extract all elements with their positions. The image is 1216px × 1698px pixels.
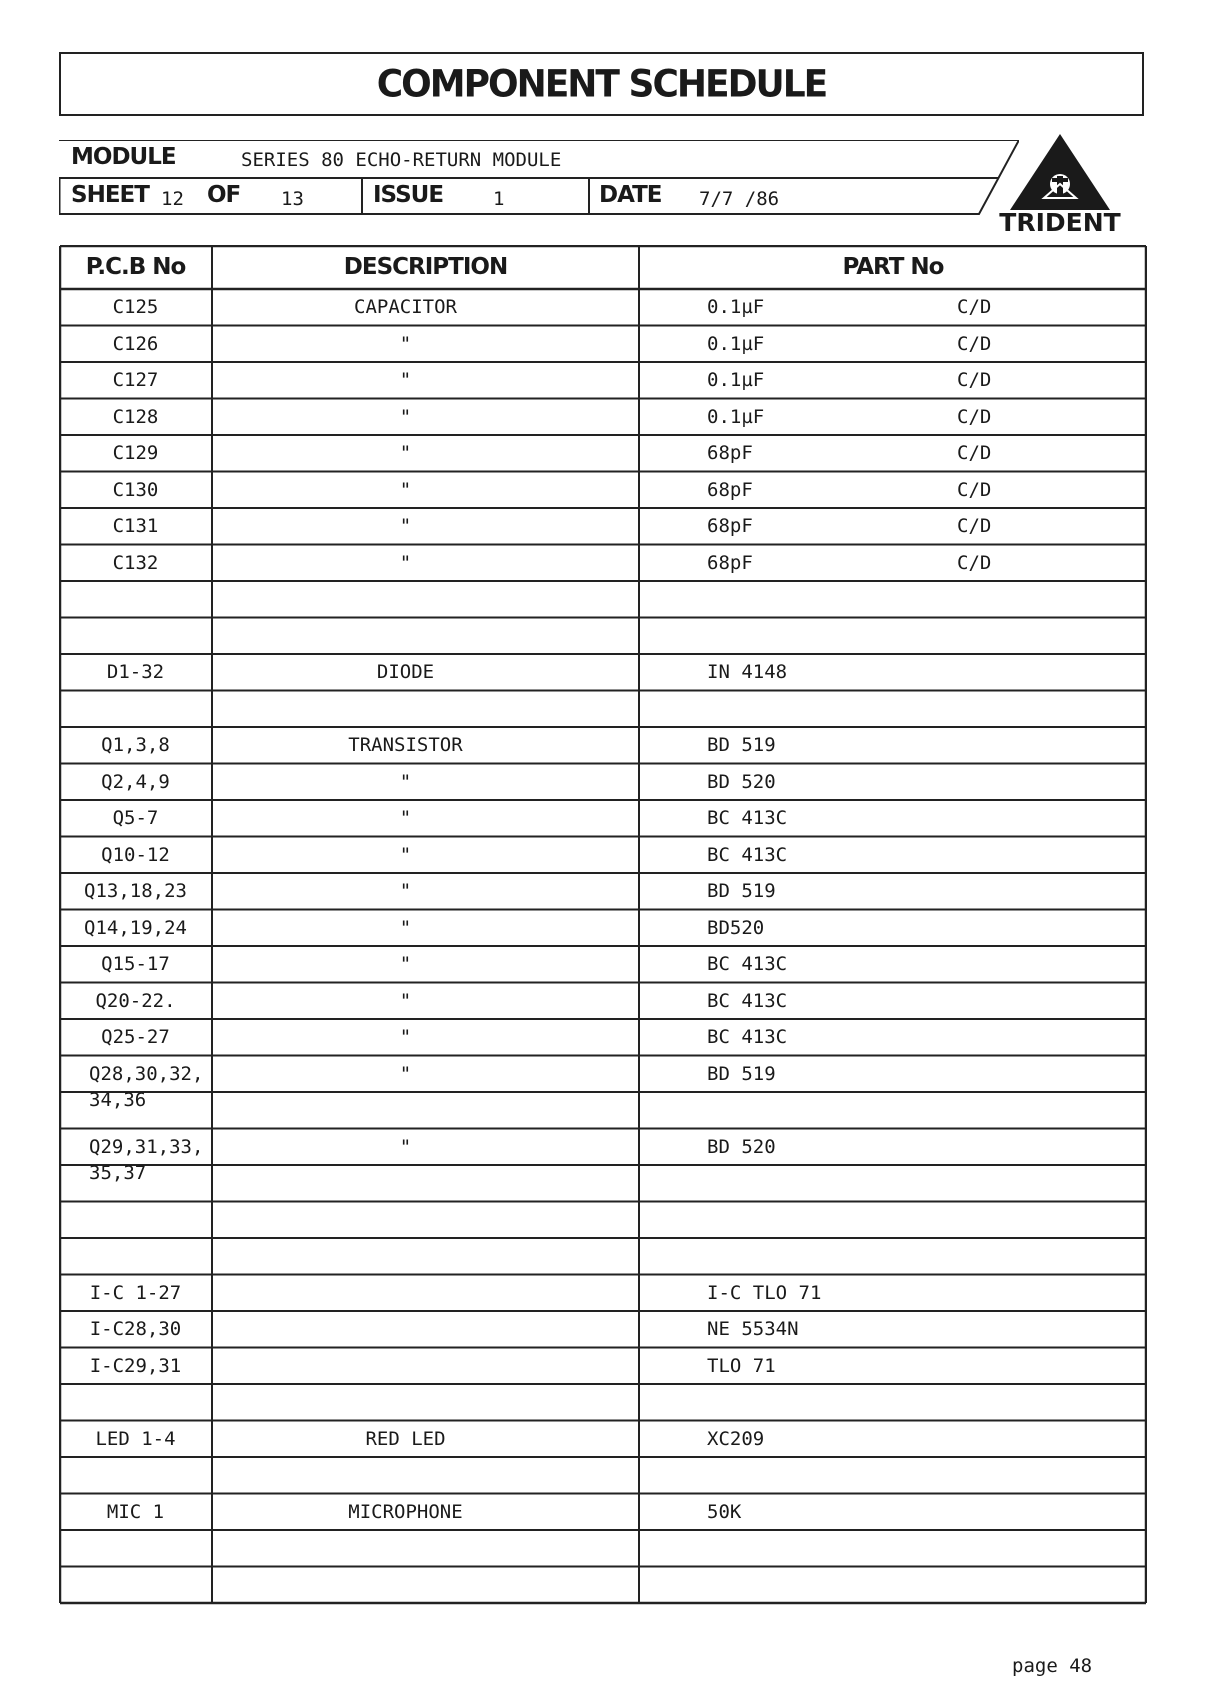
title-box — [59, 52, 1144, 116]
part-code-cell: C/D — [957, 369, 992, 391]
trident-logo — [980, 132, 1140, 236]
part-number-cell: IN 4148 — [707, 661, 788, 683]
part-number-cell: BC 413C — [707, 843, 788, 866]
pcb-cell: D1-32 — [106, 661, 165, 683]
part-number-cell: BD520 — [707, 916, 765, 939]
description-cell: " — [399, 1026, 412, 1048]
description-cell: " — [399, 332, 412, 355]
part-number-cell: 68pF — [707, 515, 753, 537]
part-number-cell: BD 519 — [707, 1062, 776, 1085]
date-value: 7/7 /86 — [699, 188, 780, 210]
part-number-cell: BC 413C — [707, 1026, 788, 1048]
description-cell: " — [399, 442, 412, 464]
description-cell: TRANSISTOR — [348, 734, 463, 756]
page-title: COMPONENT SCHEDULE — [376, 62, 827, 107]
description-cell: " — [399, 405, 412, 428]
description-cell: " — [399, 515, 412, 537]
description-cell: " — [399, 880, 412, 902]
module-label: MODULE — [71, 144, 176, 170]
pcb-cell: Q10-12 — [101, 843, 170, 866]
description-cell: DIODE — [376, 661, 435, 683]
pcb-cell: I-C 1-27 — [89, 1281, 182, 1304]
pcb-cell: C127 — [112, 369, 159, 391]
part-number-cell: 0.1µF — [707, 405, 765, 428]
part-code-cell: C/D — [957, 442, 992, 464]
pcb-cell: MIC 1 — [106, 1500, 165, 1523]
pcb-cell: Q29,31,33, 35,37 — [89, 1135, 204, 1184]
pcb-cell: I-C29,31 — [89, 1354, 182, 1377]
description-cell: " — [399, 807, 412, 829]
pcb-cell: Q25-27 — [101, 1026, 170, 1048]
part-code-cell: C/D — [957, 405, 992, 428]
part-number-cell: 0.1µF — [707, 369, 765, 391]
page-number: page 48 — [1012, 1655, 1093, 1677]
sheet-value: 12 — [161, 188, 184, 210]
part-code-cell: C/D — [957, 332, 992, 355]
pcb-cell: Q2,4,9 — [101, 770, 170, 793]
part-number-cell: 68pF — [707, 551, 753, 574]
part-number-cell: 68pF — [707, 478, 753, 501]
part-number-cell: BD 520 — [707, 770, 776, 793]
part-number-cell: BC 413C — [707, 953, 788, 975]
description-cell: " — [399, 551, 412, 574]
description-cell: " — [399, 369, 412, 391]
issue-label: ISSUE — [373, 182, 444, 208]
pcb-cell: Q13,18,23 — [84, 880, 187, 902]
description-cell: " — [399, 989, 412, 1012]
part-number-cell: BD 519 — [707, 734, 776, 756]
part-code-cell: C/D — [957, 551, 992, 574]
issue-value: 1 — [493, 188, 505, 210]
part-code-cell: C/D — [957, 515, 992, 537]
description-cell: " — [399, 1135, 412, 1158]
of-label: OF — [207, 182, 241, 208]
part-number-cell: 50K — [707, 1500, 742, 1523]
sheet-label: SHEET — [71, 182, 149, 208]
part-number-cell: BC 413C — [707, 807, 788, 829]
column-header: P.C.B No — [85, 254, 186, 280]
part-number-cell: BD 519 — [707, 880, 776, 902]
part-number-cell: I-C TLO 71 — [707, 1281, 822, 1304]
pcb-cell: LED 1-4 — [95, 1427, 176, 1450]
module-value: SERIES 80 ECHO-RETURN MODULE — [241, 149, 562, 171]
description-cell: " — [399, 916, 412, 939]
trident-emblem-icon — [980, 132, 1140, 212]
pcb-cell: Q20-22. — [95, 989, 176, 1012]
pcb-cell: C125 — [112, 296, 159, 318]
pcb-cell: Q5-7 — [112, 807, 159, 829]
part-number-cell: NE 5534N — [707, 1318, 799, 1340]
description-cell: " — [399, 843, 412, 866]
part-number-cell: BC 413C — [707, 989, 788, 1012]
logo-text: TRIDENT — [999, 208, 1121, 237]
pcb-cell: I-C28,30 — [89, 1318, 182, 1340]
part-number-cell: 0.1µF — [707, 332, 765, 355]
pcb-cell: C128 — [112, 405, 159, 428]
date-label: DATE — [599, 182, 662, 208]
pcb-cell: Q15-17 — [101, 953, 170, 975]
part-number-cell: 68pF — [707, 442, 753, 464]
part-number-cell: BD 520 — [707, 1135, 776, 1158]
of-value: 13 — [281, 188, 304, 210]
column-header: DESCRIPTION — [343, 254, 508, 280]
part-number-cell: TLO 71 — [707, 1354, 776, 1377]
part-number-cell: XC209 — [707, 1427, 765, 1450]
pcb-cell: C131 — [112, 515, 159, 537]
pcb-cell: Q1,3,8 — [101, 734, 170, 756]
pcb-cell: Q28,30,32, 34,36 — [89, 1062, 204, 1111]
column-header: PART No — [842, 254, 944, 280]
description-cell: CAPACITOR — [354, 296, 457, 318]
description-cell: " — [399, 1062, 412, 1085]
part-number-cell: 0.1µF — [707, 296, 765, 318]
description-cell: MICROPHONE — [348, 1500, 463, 1523]
description-cell: " — [399, 953, 412, 975]
description-cell: RED LED — [365, 1427, 446, 1450]
pcb-cell: C126 — [112, 332, 159, 355]
part-code-cell: C/D — [957, 478, 992, 501]
pcb-cell: C129 — [112, 442, 159, 464]
part-code-cell: C/D — [957, 296, 992, 318]
description-cell: " — [399, 478, 412, 501]
pcb-cell: C132 — [112, 551, 159, 574]
sheet-header — [59, 140, 1019, 216]
pcb-cell: Q14,19,24 — [84, 916, 187, 939]
description-cell: " — [399, 770, 412, 793]
pcb-cell: C130 — [112, 478, 159, 501]
